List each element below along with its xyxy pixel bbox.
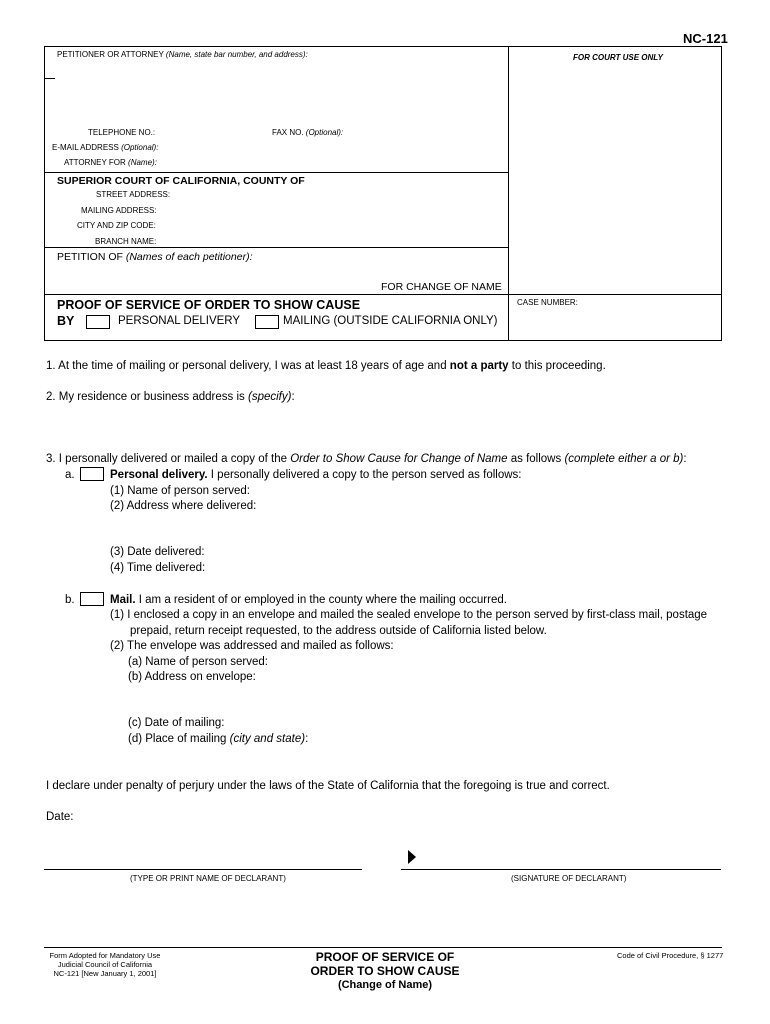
item-3b-1-line1: (1) I enclosed a copy in an envelope and mailed the sealed envelope to the person served by first-class mail, postage [110, 609, 708, 621]
petitioner-or-attorney-label: PETITIONER OR ATTORNEY (Name, state bar number, and address): [57, 50, 308, 59]
title-section-divider [44, 294, 722, 295]
date-label: Date: [46, 811, 74, 823]
city-zip-label: CITY AND ZIP CODE: [77, 221, 156, 230]
item-3b-2a: (a) Name of person served: [128, 656, 268, 668]
header-top-border [44, 46, 722, 47]
attorney-for-label: ATTORNEY FOR (Name): [64, 158, 157, 167]
item-3a-1: (1) Name of person served: [110, 485, 250, 497]
footer-rule [44, 947, 722, 948]
court-section-divider [44, 172, 509, 173]
signature-line[interactable] [401, 869, 721, 870]
item-3b-2c: (c) Date of mailing: [128, 717, 225, 729]
personal-delivery-item-checkbox[interactable] [80, 467, 104, 481]
for-change-of-name: FOR CHANGE OF NAME [381, 281, 502, 293]
email-label: E-MAIL ADDRESS (Optional): [52, 143, 159, 152]
form-adopted: Form Adopted for Mandatory Use Judicial Council of California NC-121 [New January 1, 2001] [49, 951, 161, 978]
item-3a-4: (4) Time delivered: [110, 562, 206, 574]
court-title: SUPERIOR COURT OF CALIFORNIA, COUNTY OF [57, 175, 305, 187]
personal-delivery-label: PERSONAL DELIVERY [118, 315, 241, 327]
signature-arrow-icon [408, 850, 416, 864]
type-name-caption: (TYPE OR PRINT NAME OF DECLARANT) [130, 874, 286, 883]
item-3b-2: (2) The envelope was addressed and mailed as follows: [110, 640, 394, 652]
item-3b-text: Mail. I am a resident of or employed in the county where the mailing occurred. [110, 594, 507, 606]
fax-label: FAX NO. (Optional): [272, 128, 344, 137]
mailing-outside-label: MAILING (OUTSIDE CALIFORNIA ONLY) [283, 315, 498, 327]
form-title: PROOF OF SERVICE OF ORDER TO SHOW CAUSE [57, 298, 361, 312]
item-3a-3: (3) Date delivered: [110, 546, 205, 558]
footer-title: PROOF OF SERVICE OF ORDER TO SHOW CAUSE (Change of Name) [310, 950, 460, 991]
by-label: BY [57, 314, 75, 328]
court-use-divider [508, 46, 509, 341]
header-right-border [721, 46, 722, 341]
item-3a-label: a. [65, 469, 75, 481]
street-address-label: STREET ADDRESS: [96, 190, 171, 199]
branch-name-label: BRANCH NAME: [95, 237, 157, 246]
declarant-name-line[interactable] [44, 869, 362, 870]
address-tick [44, 78, 55, 79]
item-3b-2b: (b) Address on envelope: [128, 671, 256, 683]
header-bottom-border [44, 340, 722, 341]
case-number-label: CASE NUMBER: [517, 298, 578, 307]
for-court-use-only: FOR COURT USE ONLY [573, 53, 663, 62]
personal-delivery-checkbox[interactable] [86, 315, 110, 329]
item-3a-text: Personal delivery. I personally delivered a copy to the person served as follows: [110, 469, 522, 481]
item-3b-label: b. [65, 594, 75, 606]
code-citation: Code of Civil Procedure, § 1277 [617, 951, 724, 960]
mailing-checkbox[interactable] [255, 315, 279, 329]
header-left-border [44, 46, 45, 341]
mailing-address-label: MAILING ADDRESS: [81, 206, 157, 215]
signature-caption: (SIGNATURE OF DECLARANT) [511, 874, 627, 883]
petition-of-label: PETITION OF (Names of each petitioner): [57, 251, 253, 263]
declaration: I declare under penalty of perjury under the laws of the State of California that the foregoing is true and correct. [46, 780, 610, 792]
telephone-label: TELEPHONE NO.: [88, 128, 156, 137]
item-2: 2. My residence or business address is (specify): [46, 391, 295, 403]
petition-section-divider [44, 247, 509, 248]
mail-item-checkbox[interactable] [80, 592, 104, 606]
form-number: NC-121 [683, 31, 728, 46]
item-3: 3. I personally delivered or mailed a copy of the Order to Show Cause for Change of Name as follows (complete either a or b): [46, 453, 687, 465]
item-3a-2: (2) Address where delivered: [110, 500, 257, 512]
item-1: 1. At the time of mailing or personal delivery, I was at least 18 years of age and not a party to this proceeding. [46, 360, 606, 372]
item-3b-2d: (d) Place of mailing (city and state): [128, 733, 309, 745]
item-3b-1-line2: prepaid, return receipt requested, to the address outside of California listed below. [130, 625, 547, 637]
